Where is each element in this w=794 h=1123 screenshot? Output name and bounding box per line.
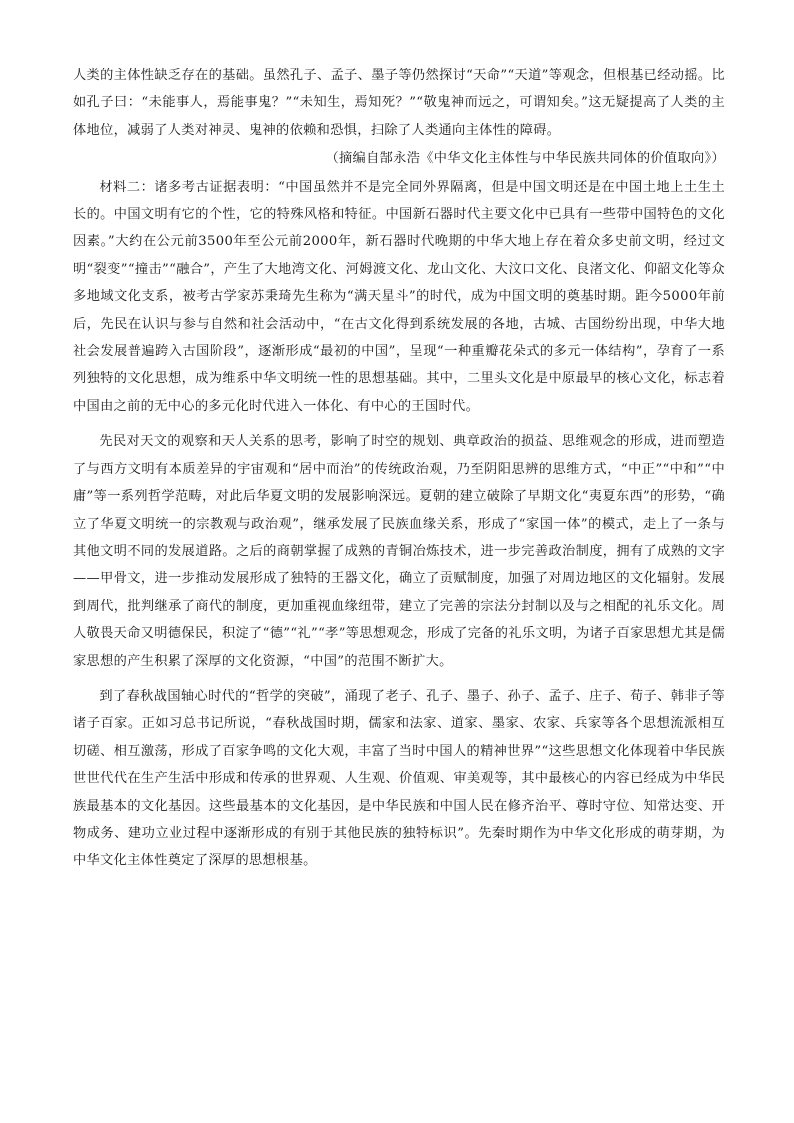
- paragraph-ancestors: 先民对天文的观察和天人关系的思考，影响了时空的规划、典章政治的损益、思维观念的形成，进而塑造了与西方文明有本质差异的宇宙观和“居中而治”的传统政治观，乃至阴阳思辨的思维方式，“中正”“中和”“中庸”等一系列哲学范畴，对此后华夏文明的发展影响深远。夏朝的建立破除了早期文化“夷夏东西”的形势，“确立了华夏文明统一的宗教观与政治观”，继承发展了民族血缘关系，形成了“家国一体”的模式，走上了一条与其他文明不同的发展道路。之后的商朝掌握了成熟的青铜冶炼技术，进一步完善政治制度，拥有了成熟的文字——甲骨文，进一步推动发展形成了独特的王器文化，确立了贡赋制度，加强了对周边地区的文化辐射。发展到周代，批判继承了商代的制度，更加重视血缘纽带，建立了完善的宗法分封制以及与之相配的礼乐文化。周人敬畏天命又明德保民，积淀了“德”“礼”“孝”等思想观念，形成了完备的礼乐文明，为诸子百家思想尤其是儒家思想的产生积累了深厚的文化资源，“中国”的范围不断扩大。: [73, 434, 725, 669]
- source-citation: （摘编自郜永浩《中华文化主体性与中华民族共同体的价值取向》）: [325, 151, 725, 167]
- paragraph-continued: 人类的主体性缺乏存在的基础。虽然孔子、孟子、墨子等仍然探讨“天命”“天道”等观念，但根基已经动摇。比如孔子曰：“未能事人，焉能事鬼？”“未知生，焉知死？”“敬鬼神而远之，可谓知矣。”这无疑提高了人类的主体地位，减弱了人类对神灵、鬼神的依赖和恐惧，扫除了人类通向主体性的障碍。: [73, 68, 725, 138]
- document-page: [73, 62, 725, 875]
- paragraph-spring-autumn: 到了春秋战国轴心时代的“哲学的突破”，涌现了老子、孔子、墨子、孙子、孟子、庄子、荀子、韩非子等诸子百家。正如习总书记所说，“春秋战国时期，儒家和法家、道家、墨家、农家、兵家等各个思想流派相互切磋、相互激荡，形成了百家争鸣的文化大观，丰富了当时中国人的精神世界”“这些思想文化体现着中华民族世世代代在生产生活中形成和传承的世界观、人生观、价值观、审美观等，其中最核心的内容已经成为中华民族最基本的文化基因。这些最基本的文化基因，是中华民族和中国人民在修齐治平、尊时守位、知常达变、开物成务、建功立业过程中逐渐形成的有别于其他民族的独特标识”。先秦时期作为中华文化形成的萌芽期，为中华文化主体性奠定了深厚的思想根基。: [73, 688, 725, 869]
- paragraph-material-two: 材料二：诸多考古证据表明：“中国虽然并不是完全同外界隔离，但是中国文明还是在中国土地上土生土长的。中国文明有它的个性，它的特殊风格和特征。中国新石器时代主要文化中已具有一些带中国特色的文化因素。”大约在公元前3500年至公元前2000年，新石器时代晚期的中华大地上存在着众多史前文明，经过文明“裂变”“撞击”“融合”，产生了大地湾文化、河姆渡文化、龙山文化、大汶口文化、良渚文化、仰韶文化等众多地域文化支系，被考古学家苏秉琦先生称为“满天星斗”的时代，成为中国文明的奠基时期。距今5000年前后，先民在认识与参与自然和社会活动中，“在古文化得到系统发展的各地，古城、古国纷纷出现，中华大地社会发展普遍跨入古国阶段”，逐渐形成“最初的中国”，呈现“一种重瓣花朵式的多元一体结构”，孕育了一系列独特的文化思想，成为维系中华文明统一性的思想基础。其中，二里头文化是中原最早的核心文化，标志着中国由之前的无中心的多元化时代进入一体化、有中心的王国时代。: [73, 179, 725, 414]
